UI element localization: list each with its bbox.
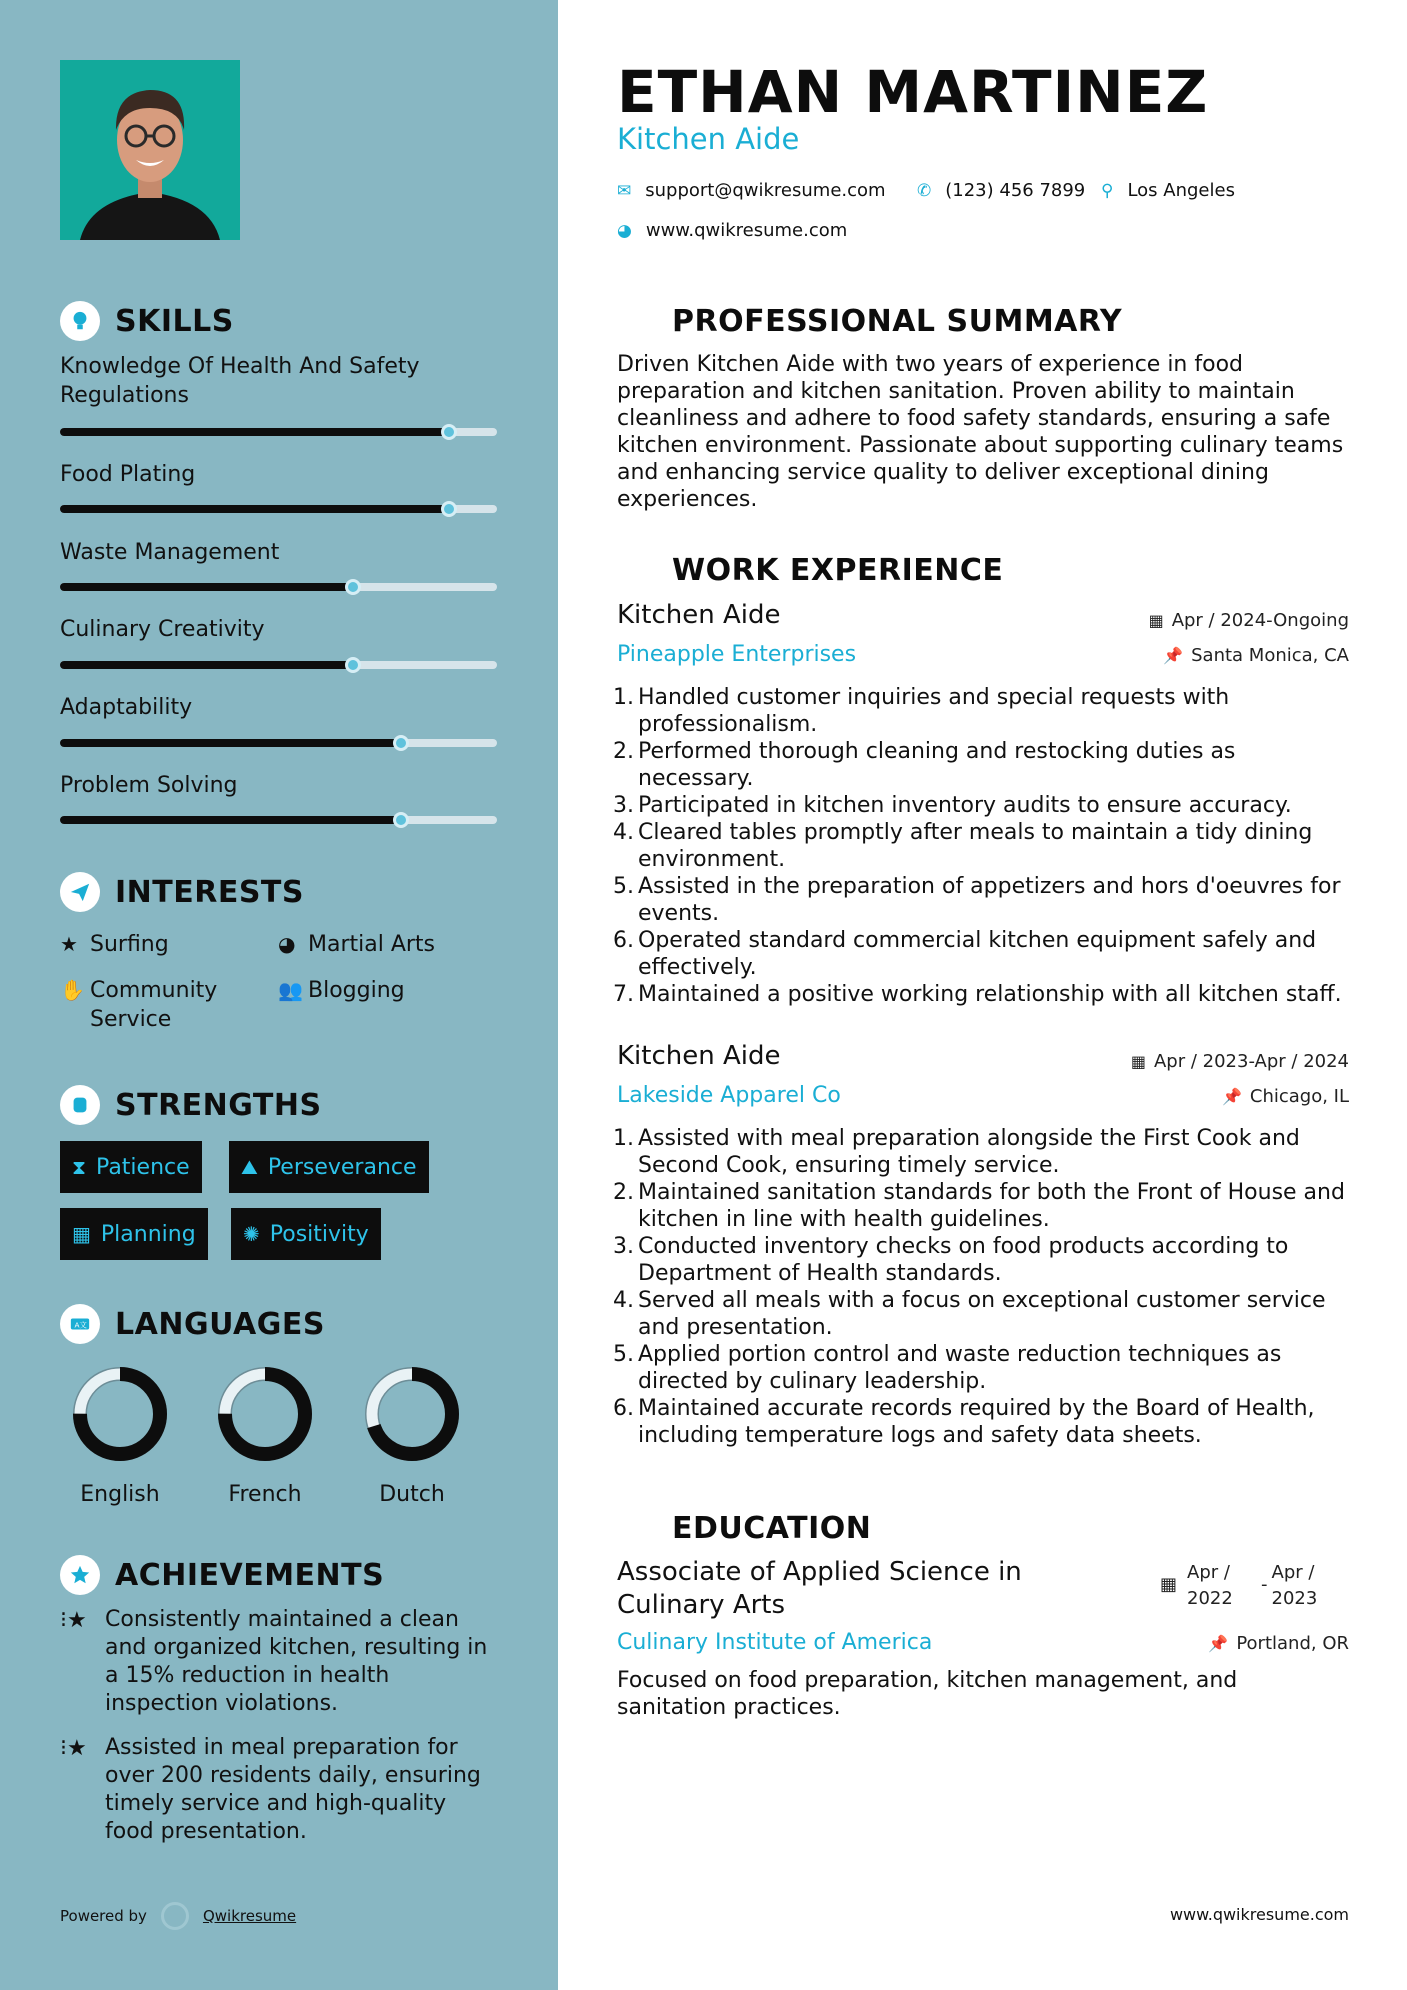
candidate-name: ETHAN MARTINEZ — [617, 58, 1209, 126]
job-dates: ▦ Apr / 2024-Ongoing — [1148, 610, 1349, 631]
job-location: 📌 Chicago, IL — [1221, 1086, 1349, 1107]
hand-icon: ✋ — [60, 978, 85, 1002]
job-bullet: 1. Assisted with meal preparation alongside the First Cook and Second Cook, ensuring timely service. — [613, 1126, 1300, 1178]
users-icon: 👥 — [278, 978, 303, 1002]
job-dates: ▦ Apr / 2023-Apr / 2024 — [1130, 1051, 1349, 1072]
paper-plane-icon — [60, 872, 100, 912]
strength-tag: ✺ Positivity — [231, 1208, 381, 1260]
summary-text: Driven Kitchen Aide with two years of experience in food preparation and kitchen sanitation. Proven ability to maintain cleanliness and adhere to food safety standards, ensuring a safe kitchen environment. Passionate about supporting culinary teams and enhancing service quality to deliver exceptional dining experiences. — [617, 352, 1344, 512]
sun-icon: ✺ — [243, 1222, 260, 1246]
education-header — [617, 1508, 871, 1548]
skill-bar-knob — [393, 812, 409, 828]
hourglass-icon: ⧗ — [72, 1155, 87, 1179]
job-company: Pineapple Enterprises — [617, 642, 857, 667]
pin-icon: 📌 — [1221, 1087, 1242, 1106]
skills-title: SKILLS — [115, 303, 234, 339]
language-ring — [362, 1364, 462, 1464]
language-label: French — [228, 1482, 302, 1507]
job-bullet: 7. Maintained a positive working relationship with all kitchen staff. — [613, 982, 1342, 1007]
degree-title: Associate of Applied Science in Culinary Arts — [617, 1557, 1022, 1620]
job-bullet: 6. Operated standard commercial kitchen equipment safely and effectively. — [613, 928, 1317, 980]
job-bullet: 5. Assisted in the preparation of appetizers and hors d'oeuvres for events. — [613, 874, 1341, 926]
job-location: 📌 Santa Monica, CA — [1163, 645, 1349, 666]
interest-item: ◕ Martial Arts — [278, 932, 436, 957]
skill-bar-fill — [60, 661, 353, 669]
sidebar — [0, 0, 558, 1990]
profile-photo — [60, 60, 240, 240]
skill-label: Adaptability — [60, 695, 193, 720]
experience-title: WORK EXPERIENCE — [672, 552, 1004, 588]
skill-bar — [60, 739, 497, 747]
job-bullet: 3. Participated in kitchen inventory audits to ensure accuracy. — [613, 793, 1292, 818]
skill-bar-knob — [441, 424, 457, 440]
job-bullet: 4. Cleared tables promptly after meals to maintain a tidy dining environment. — [613, 820, 1313, 872]
achievements-title: ACHIEVEMENTS — [115, 1557, 385, 1593]
language-ring — [215, 1364, 315, 1464]
powered-by: Powered by Qwikresume — [60, 1902, 296, 1930]
language-ring — [70, 1364, 170, 1464]
skill-bar — [60, 428, 497, 436]
job-company: Lakeside Apparel Co — [617, 1083, 841, 1108]
candidate-role: Kitchen Aide — [617, 122, 800, 156]
award-star-icon — [60, 1555, 100, 1595]
language-icon — [60, 1304, 100, 1344]
education-title: EDUCATION — [672, 1510, 872, 1546]
skill-bar-fill — [60, 505, 449, 513]
skill-bar-knob — [393, 735, 409, 751]
language-label: English — [80, 1482, 160, 1507]
calendar-icon: ▦ — [1130, 1052, 1146, 1071]
interest-item: 👥 Blogging — [278, 978, 405, 1003]
interests-title: INTERESTS — [115, 874, 304, 910]
skill-bar — [60, 583, 497, 591]
skill-bar-knob — [345, 657, 361, 673]
job-bullet: 3. Conducted inventory checks on food products according to Department of Health standards. — [613, 1234, 1289, 1286]
interests-header — [60, 872, 304, 912]
job-bullet: 5. Applied portion control and waste reduction techniques as directed by culinary leadership. — [613, 1342, 1282, 1394]
job-bullet: 6. Maintained accurate records required by the Board of Health, including temperature logs and safety data sheets. — [613, 1396, 1315, 1448]
pin-icon: 📌 — [1163, 646, 1184, 665]
fist-icon — [60, 1085, 100, 1125]
qwikresume-logo-icon — [161, 1902, 189, 1930]
job-title: Kitchen Aide — [617, 1041, 781, 1071]
brand-link[interactable]: Qwikresume — [202, 1907, 297, 1925]
contact-website[interactable]: ◕ www.qwikresume.com — [617, 220, 848, 241]
star-icon: ⁝★ — [60, 1736, 87, 1761]
pin-icon: 📌 — [1208, 1634, 1229, 1653]
achievements-header — [60, 1555, 384, 1595]
skill-label: Culinary Creativity — [60, 617, 265, 642]
skill-bar-fill — [60, 583, 353, 591]
job-title: Kitchen Aide — [617, 600, 781, 630]
skill-bar — [60, 661, 497, 669]
skill-label: Problem Solving — [60, 773, 238, 798]
education-location: 📌 Portland, OR — [1208, 1633, 1349, 1654]
envelope-icon: ✉ — [617, 180, 632, 201]
skill-label: Knowledge Of Health And Safety Regulations — [60, 354, 420, 408]
globe-icon: ◕ — [278, 932, 296, 956]
calendar-icon: ▦ — [1160, 1574, 1178, 1595]
star-icon: ★ — [60, 932, 78, 956]
user-icon — [617, 301, 657, 341]
language-item — [357, 1364, 467, 1507]
briefcase-chair-icon — [617, 550, 657, 590]
phone-icon: ✆ — [917, 180, 932, 201]
strength-tag: ⧗ Patience — [60, 1141, 202, 1193]
strengths-header — [60, 1085, 322, 1125]
language-item — [210, 1364, 320, 1507]
skill-bar-knob — [345, 579, 361, 595]
summary-header — [617, 301, 1122, 341]
globe-icon: ◕ — [617, 220, 632, 241]
svg-text:A文: A文 — [74, 1320, 87, 1330]
skill-bar-fill — [60, 428, 449, 436]
star-icon: ⁝★ — [60, 1608, 87, 1633]
skill-bar-knob — [441, 501, 457, 517]
graduation-cap-icon — [617, 1508, 657, 1548]
skill-bar — [60, 816, 497, 824]
achievement-item: ⁝★ Consistently maintained a clean and organized kitchen, resulting in a 15% reduction in health inspection violations. — [60, 1607, 488, 1716]
job-bullet: 1. Handled customer inquiries and special requests with professionalism. — [613, 685, 1230, 737]
skill-bar — [60, 505, 497, 513]
contact-email[interactable]: ✉ support@qwikresume.com — [617, 180, 886, 201]
map-pin-icon: ⚲ — [1101, 180, 1114, 201]
interest-item: ★ Surfing — [60, 932, 169, 957]
job-bullet: 2. Performed thorough cleaning and restocking duties as necessary. — [613, 739, 1236, 791]
languages-header — [60, 1304, 325, 1344]
lightbulb-icon — [60, 301, 100, 341]
job-bullets — [610, 1125, 1355, 1449]
road-icon: ⛰ — [241, 1155, 258, 1179]
skill-bar-fill — [60, 816, 401, 824]
summary-title: PROFESSIONAL SUMMARY — [672, 303, 1123, 339]
contact-location: ⚲ Los Angeles — [1101, 180, 1235, 201]
skills-header — [60, 301, 234, 341]
job-bullets — [610, 684, 1355, 1008]
language-item — [65, 1364, 175, 1507]
experience-header — [617, 550, 1003, 590]
contact-phone[interactable]: ✆ (123) 456 7899 — [917, 180, 1086, 201]
job-bullet: 4. Served all meals with a focus on exceptional customer service and presentation. — [613, 1288, 1326, 1340]
interest-item: ✋ Community Service — [60, 978, 218, 1032]
footer-url[interactable]: www.qwikresume.com — [1169, 1905, 1349, 1924]
skill-label: Food Plating — [60, 462, 196, 487]
language-label: Dutch — [379, 1482, 445, 1507]
strengths-title: STRENGTHS — [115, 1087, 322, 1123]
calendar-icon: ▦ — [1148, 611, 1164, 630]
calendar-icon: ▦ — [72, 1222, 91, 1246]
education-description: Focused on food preparation, kitchen management, and sanitation practices. — [617, 1668, 1238, 1720]
school-name: Culinary Institute of America — [617, 1630, 933, 1655]
skill-label: Waste Management — [60, 540, 280, 565]
education-dates: ▦ Apr / 2022 - Apr / 2023 — [1160, 1560, 1332, 1612]
languages-title: LANGUAGES — [115, 1306, 325, 1342]
strength-tag: ▦ Planning — [60, 1208, 208, 1260]
strength-tag: ⛰ Perseverance — [229, 1141, 429, 1193]
achievement-item: ⁝★ Assisted in meal preparation for over 200 residents daily, ensuring timely service and high-quality food presentation. — [60, 1735, 481, 1844]
skill-bar-fill — [60, 739, 401, 747]
job-bullet: 2. Maintained sanitation standards for both the Front of House and kitchen in line with health guidelines. — [613, 1180, 1345, 1232]
